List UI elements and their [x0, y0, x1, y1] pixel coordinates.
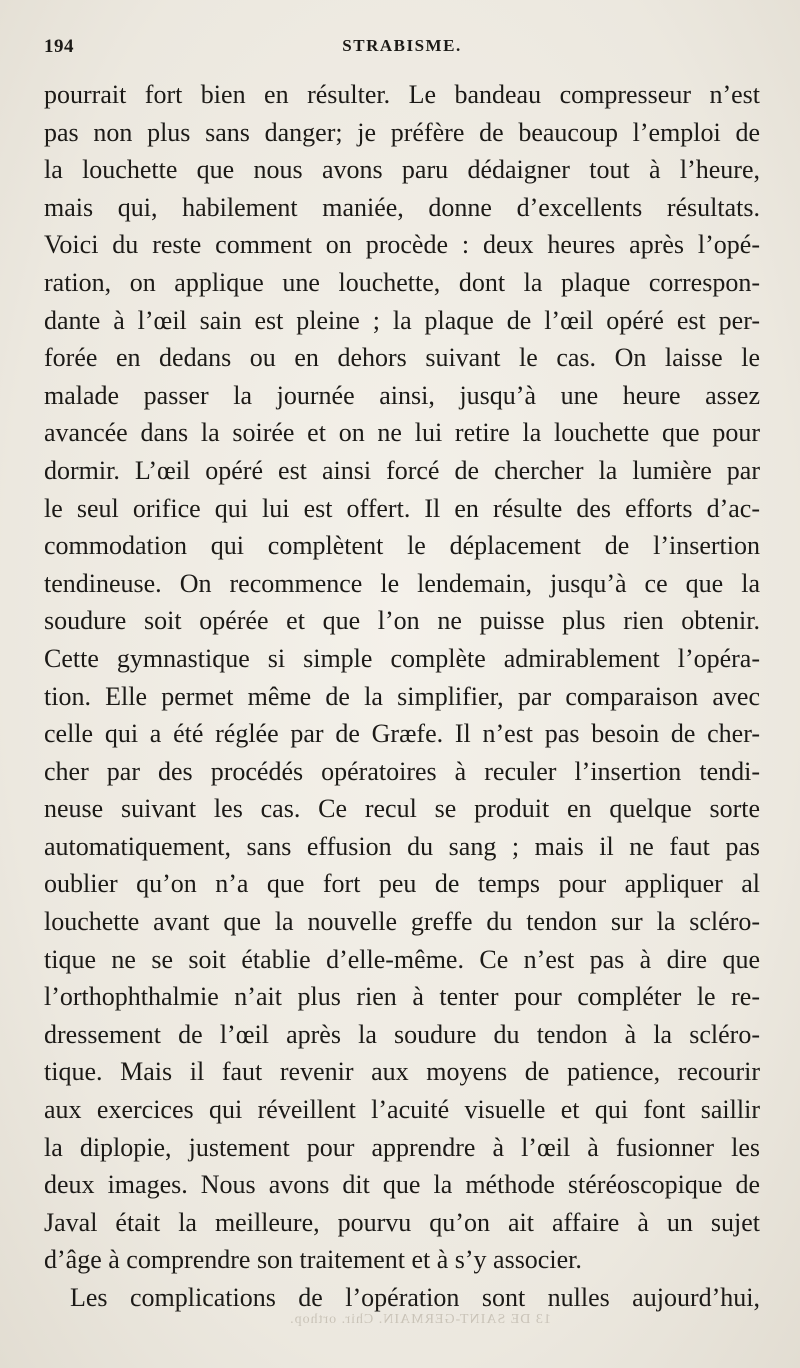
page-header	[44, 36, 760, 68]
text-line: la louchette que nous avons paru dédaigner tout à l’heure,	[44, 155, 760, 185]
bleed-through-text: 13 DE SAINT-GERMAIN. Chir. orthop.	[289, 1312, 551, 1327]
text-line: pas non plus sans danger; je préfère de beaucoup l’emploi de	[44, 117, 760, 147]
text-line: mais qui, habilement maniée, donne d’excellents résultats.	[44, 192, 760, 222]
text-line: Voici du reste comment on procède : deux heures après l’opé-	[44, 230, 760, 260]
text-line-paragraph-start: Les complications de l’opération sont nulles aujourd’hui,	[70, 1283, 760, 1312]
text-line: malade passer la journée ainsi, jusqu’à une heure assez	[44, 380, 760, 410]
page-number: 194	[44, 36, 74, 57]
text-line: neuse suivant les cas. Ce recul se produit en quelque sorte	[44, 794, 760, 824]
text-line: louchette avant que la nouvelle greffe du tendon sur la scléro-	[44, 907, 760, 937]
text-line: dressement de l’œil après la soudure du tendon à la scléro-	[44, 1019, 760, 1049]
text-line: tendineuse. On recommence le lendemain, jusqu’à ce que la	[44, 568, 760, 598]
text-line: avancée dans la soirée et on ne lui retire la louchette que pour	[44, 418, 760, 448]
running-title: STRABISME.	[342, 36, 462, 55]
text-line: celle qui a été réglée par de Græfe. Il n’est pas besoin de cher-	[44, 719, 760, 749]
text-line: pourrait fort bien en résulter. Le bandeau compresseur n’est	[44, 80, 760, 109]
body-text	[44, 76, 760, 1317]
text-line: deux images. Nous avons dit que la méthode stéréoscopique de	[44, 1170, 760, 1200]
text-line: tion. Elle permet même de la simplifier, par comparaison avec	[44, 681, 760, 711]
text-line: Javal était la meilleure, pourvu qu’on ait affaire à un sujet	[44, 1207, 760, 1237]
text-line-paragraph-end: d’âge à comprendre son traitement et à s’y associer.	[44, 1245, 582, 1275]
text-line: automatiquement, sans effusion du sang ; mais il ne faut pas	[44, 831, 760, 861]
text-line: cher par des procédés opératoires à reculer l’insertion tendi-	[44, 756, 760, 786]
text-line: tique ne se soit établie d’elle-même. Ce n’est pas à dire que	[44, 944, 760, 974]
text-line: forée en dedans ou en dehors suivant le cas. On laisse le	[44, 343, 760, 373]
text-line: dormir. L’œil opéré est ainsi forcé de chercher la lumière par	[44, 455, 760, 485]
text-line: Cette gymnastique si simple complète admirablement l’opéra-	[44, 643, 760, 673]
text-line: dante à l’œil sain est pleine ; la plaque de l’œil opéré est per-	[44, 305, 760, 335]
text-line: soudure soit opérée et que l’on ne puisse plus rien obtenir.	[44, 606, 760, 636]
text-line: l’orthophthalmie n’ait plus rien à tenter pour compléter le re-	[44, 982, 760, 1012]
text-line: le seul orifice qui lui est offert. Il en résulte des efforts d’ac-	[44, 493, 760, 523]
text-line: tique. Mais il faut revenir aux moyens de patience, recourir	[44, 1057, 760, 1087]
text-line: la diplopie, justement pour apprendre à l’œil à fusionner les	[44, 1132, 760, 1162]
text-line: oublier qu’on n’a que fort peu de temps pour appliquer al	[44, 869, 760, 899]
text-line: commodation qui complètent le déplacement de l’insertion	[44, 531, 760, 561]
text-line: aux exercices qui réveillent l’acuité visuelle et qui font saillir	[44, 1095, 760, 1125]
text-line: ration, on applique une louchette, dont la plaque correspon-	[44, 267, 760, 297]
